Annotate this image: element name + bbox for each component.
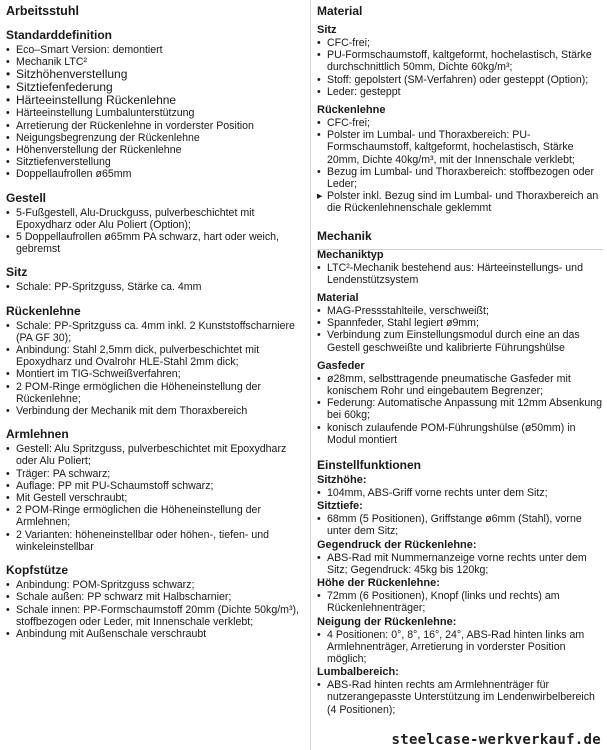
mechanik-material xyxy=(317,292,603,354)
list-item: • Anbindung mit Außenschale verschraubt xyxy=(6,628,304,640)
list-item: • Verbindung der Mechanik mit dem Thoraxbereich xyxy=(6,405,304,417)
einstell-sitztiefe xyxy=(317,500,603,537)
section-gestell xyxy=(6,191,304,256)
list-item: • ø28mm, selbsttragende pneumatische Gasfeder mit konischem Rohr und eingebautem Begrenzer; xyxy=(317,373,603,397)
list-item: • Schale außen: PP schwarz mit Halbscharnier; xyxy=(6,591,304,603)
list-item: • LTC²-Mechanik bestehend aus: Härteeinstellungs- und Lendenstützsystem xyxy=(317,262,603,286)
list-item: • Schale: PP-Spritzguss, Stärke ca. 4mm xyxy=(6,281,304,293)
section-kopfstuetze xyxy=(6,563,304,640)
list-item: ▸ Polster inkl. Bezug sind im Lumbal- und Thoraxbereich an die Rückenlehnenschale geklemmt xyxy=(317,190,603,214)
list-item: • Spannfeder, Stahl legiert ø9mm; xyxy=(317,317,603,329)
list-item: • Neigungsbegrenzung der Rückenlehne xyxy=(6,132,304,144)
list-item: • Gestell: Alu Spritzguss, pulverbeschichtet mit Epoxydharz oder Alu Poliert; xyxy=(6,443,304,467)
list-item: • 104mm, ABS-Griff vorne rechts unter dem Sitz; xyxy=(317,487,603,499)
group-heading: Gegendruck der Rückenlehne: xyxy=(317,538,477,551)
section-standarddefinition xyxy=(6,28,304,181)
group-heading: Neigung der Rückenlehne: xyxy=(317,615,457,628)
list-item: • ABS-Rad hinten rechts am Armlehnenträger für nutzerangepasste Unterstützung im Lendenwirbelbereich (4 Positionen); xyxy=(317,679,603,716)
section-heading: Sitz xyxy=(6,265,28,280)
list-item: • 68mm (5 Positionen), Griffstange ø6mm (Stahl), vorne unter dem Sitz; xyxy=(317,513,603,537)
column-divider xyxy=(310,0,311,750)
list-item: • CFC-frei; xyxy=(317,117,603,129)
section-heading: Kopfstütze xyxy=(6,563,68,578)
group-heading: Sitzhöhe: xyxy=(317,474,367,487)
list-item: • Sitzhöhenverstellung xyxy=(6,68,304,81)
list-item: • 5 Doppellaufrollen ø65mm PA schwarz, hart oder weich, gebremst xyxy=(6,231,304,255)
einstellfunktionen-title: Einstellfunktionen xyxy=(317,458,422,473)
group-heading: Höhe der Rückenlehne: xyxy=(317,577,440,590)
group-heading: Gasfeder xyxy=(317,359,365,372)
list-item: • Härteeinstellung Lumbalunterstützung xyxy=(6,107,304,119)
list-item: • Anbindung: POM-Spritzguss schwarz; xyxy=(6,579,304,591)
list-item: • Anbindung: Stahl 2,5mm dick, pulverbeschichtet mit Epoxydharz und Ovalrohr HLE-Stahl 2mm dick; xyxy=(6,344,304,368)
list-item: • Höhenverstellung der Rückenlehne xyxy=(6,144,304,156)
right-column xyxy=(317,0,603,716)
material-sitz xyxy=(317,24,603,98)
list-item: • Leder: gesteppt xyxy=(317,86,603,98)
group-heading: Lumbalbereich: xyxy=(317,666,399,679)
list-item: • ABS-Rad mit Nummernanzeige vorne rechts unter dem Sitz; Gegendruck: 45kg bis 120kg; xyxy=(317,552,603,576)
list-item: • Mechanik LTC² xyxy=(6,56,304,68)
material-rueckenlehne xyxy=(317,104,603,215)
list-item: • Arretierung der Rückenlehne in vorderster Position xyxy=(6,120,304,132)
list-item: • Sitztiefenverstellung xyxy=(6,156,304,168)
list-item: • 72mm (6 Positionen), Knopf (links und rechts) am Rückenlehnenträger; xyxy=(317,590,603,614)
list-item: • Verbindung zum Einstellungsmodul durch eine an das Gestell geschweißte und kalibrierte Führungshülse xyxy=(317,329,603,353)
group-heading: Sitz xyxy=(317,24,337,36)
section-heading: Standarddefinition xyxy=(6,28,112,42)
section-heading: Rückenlehne xyxy=(6,303,81,318)
list-item: • konisch zulaufende POM-Führungshülse (ø50mm) in Modul montiert xyxy=(317,422,603,446)
list-item: • Stoff: gepolstert (SM-Verfahren) oder gesteppt (Option); xyxy=(317,74,603,86)
list-item: • Polster im Lumbal- und Thoraxbereich: PU-Formschaumstoff, kaltgeformt, hochelastisch, Stärke 20mm, Dichte 40kg/m³, mit der Innenschale verklebt; xyxy=(317,129,603,166)
group-heading: Mechaniktyp xyxy=(317,248,384,261)
group-heading: Sitztiefe: xyxy=(317,500,363,513)
list-item: • CFC-frei; xyxy=(317,37,603,49)
einstell-neigung xyxy=(317,616,603,666)
section-rueckenlehne xyxy=(6,304,304,418)
section-armlehnen xyxy=(6,427,304,553)
group-heading: Material xyxy=(317,292,359,305)
list-item: • MAG-Pressstahlteile, verschweißt; xyxy=(317,305,603,317)
list-item: • Träger: PA schwarz; xyxy=(6,468,304,480)
page-title: Arbeitsstuhl xyxy=(6,4,79,18)
mechanik-title: Mechanik xyxy=(317,228,372,243)
list-item: • Schale: PP-Spritzguss ca. 4mm inkl. 2 Kunststoffscharniere (PA GF 30); xyxy=(6,320,304,344)
einstell-sitzhoehe xyxy=(317,474,603,499)
watermark: steelcase-werkverkauf.de xyxy=(391,732,601,748)
einstell-lumbal xyxy=(317,666,603,716)
section-sitz xyxy=(6,265,304,293)
list-item: • 5-Fußgestell, Alu-Druckguss, pulverbeschichtet mit Epoxydharz oder Alu Poliert (Option); xyxy=(6,207,304,231)
list-item: • Härteeinstellung Rückenlehne xyxy=(6,94,304,107)
list-item: • Auflage: PP mit PU-Schaumstoff schwarz; xyxy=(6,480,304,492)
list-item: • Montiert im TIG-Schweißverfahren; xyxy=(6,368,304,380)
mechanik-typ xyxy=(317,249,603,286)
list-item: • 2 POM-Ringe ermöglichen die Höheneinstellung der Rückenlehne; xyxy=(6,381,304,405)
list-item: • Bezug im Lumbal- und Thoraxbereich: stoffbezogen oder Leder; xyxy=(317,166,603,190)
list-item: • Sitztiefenfederung xyxy=(6,81,304,94)
section-heading: Armlehnen xyxy=(6,427,69,442)
list-item: • Schale innen: PP-Formschaumstoff 20mm (Dichte 50kg/m³), stoffbezogen oder Leder, mit Innenschale verklebt; xyxy=(6,604,304,628)
list-item: • Doppellaufrollen ø65mm xyxy=(6,168,304,180)
left-column xyxy=(6,0,304,650)
list-item: • Federung: Automatische Anpassung mit 12mm Absenkung bei 60kg; xyxy=(317,397,603,421)
list-item: • 2 POM-Ringe ermöglichen die Höheneinstellung der Armlehnen; xyxy=(6,504,304,528)
group-heading: Rückenlehne xyxy=(317,104,386,117)
list-item: • 4 Positionen: 0°, 8°, 16°, 24°, ABS-Rad hinten links am Armlehnenträger, Arretierung in vorderster Position möglich; xyxy=(317,629,603,666)
list-item: • Mit Gestell verschraubt; xyxy=(6,492,304,504)
einstell-gegendruck xyxy=(317,539,603,576)
material-title: Material xyxy=(317,4,363,18)
mechanik-gasfeder xyxy=(317,360,603,446)
section-heading: Gestell xyxy=(6,190,47,205)
list-item: • Eco–Smart Version: demontiert xyxy=(6,44,304,56)
list-item: • 2 Varianten: höheneinstellbar oder höhen-, tiefen- und winkeleinstellbar xyxy=(6,529,304,553)
einstell-hoehe xyxy=(317,577,603,614)
list-item: • PU-Formschaumstoff, kaltgeformt, hochelastisch, Stärke durchschnittlich 50mm, Dichte 60kg/m³; xyxy=(317,49,603,73)
